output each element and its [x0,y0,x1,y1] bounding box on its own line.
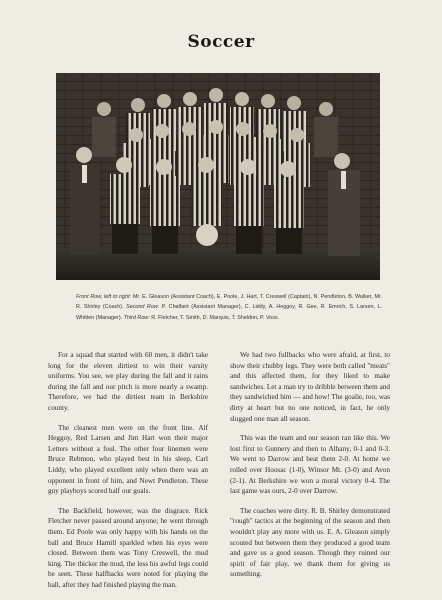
paragraph: For a squad that started with 60 men, it didn't take long for the eleven dirtiest to win their varsity uniforms. You see, we play during the fall and it rains during the fall and our pitch is more nearly a swamp. Therefore, we had the dirtiest team in Berkshire county. [48,351,208,412]
page-title: Soccer [187,32,255,52]
article-right-column [230,350,390,600]
caption-front-text: Mr. E. Gleason (Assistant Coach), E. Poole, J. Hart, T. Creswell (Captain), N. Pendleton, B. Walker, Mr. R. Shirley (Coach). [76,294,383,311]
team-photo-image [56,73,380,280]
article-left-column [48,350,208,600]
team-photo [56,73,380,280]
paragraph: The coaches were dirty. R. B. Shirley demonstrated "rough" tactics at the beginning of the season and then wouldn't play any more with us. E. A. Gleason simply scouted but between them they produced a good team and gave us a good season. Though they ruined our spirit of fair play, we thank them for giving us something. [230,506,390,579]
caption-third-label: Third Row: [123,314,150,321]
caption-third-text: R. Fletcher, T. Smith, D. Marquis, T. Sheldon, P. Voss. [149,314,280,321]
photo-caption [76,292,382,323]
paragraph: The cleanest men were on the front line. Alf Heggoy, Red Larsen and Jim Hart won their major Letters without a foul. The other four linemen were Bruce Rebmon, who played best in his sleep, Carl Liddy, who played excellent only when there was an opponent in front of him, and Newt Pendleton. These guy playboys scored half our goals. [48,423,208,496]
caption-second-label: Second Row: [126,304,160,311]
paragraph: This was the team and our season ran like this. We lost first to Gunnery and then to Albany, 0-1 and 0-3. We went to Darrow and beat them 2-0. At home we rolled over Hoosac (1-0), Winsor Mt. (3-0) and Avon (2-1). At Berkshire we won a moral victory 0-4. The last game was ours, 2-0 over Darrow. [230,434,390,496]
paragraph: We had two fullbacks who were afraid, at first, to show their chubby legs. They were both called "meats" and this affected them, for they liked to make sandwiches. Let a man try to dribble between them and they sandwiched him — and how! The goalie, too, was dirty at heart but no one noticed, in fact, he only slugged one man all season. [230,351,390,423]
caption-second-text: P. Chalfant (Assistant Manager), C. Liddy, A. Heggoy, R. Gee, R. Emrich, S. Larsen, L. Whitten (Manager). [76,304,382,321]
caption-front-label: Front Row, left to right: [76,294,132,300]
paragraph: The Backfield, however, was the disgrace. Rick Fletcher never passed around anyone; he went through them. Ed Poole was only happy with his hands on the ball and Bruce Hamill sparkled when his eyes were closed. Between them was Tony Creswell, the mud king. The thicker the mud, the less his awful legs could be seen. These halfbacks were noted for playing the ball, after they had finished playing the man. [48,506,208,589]
